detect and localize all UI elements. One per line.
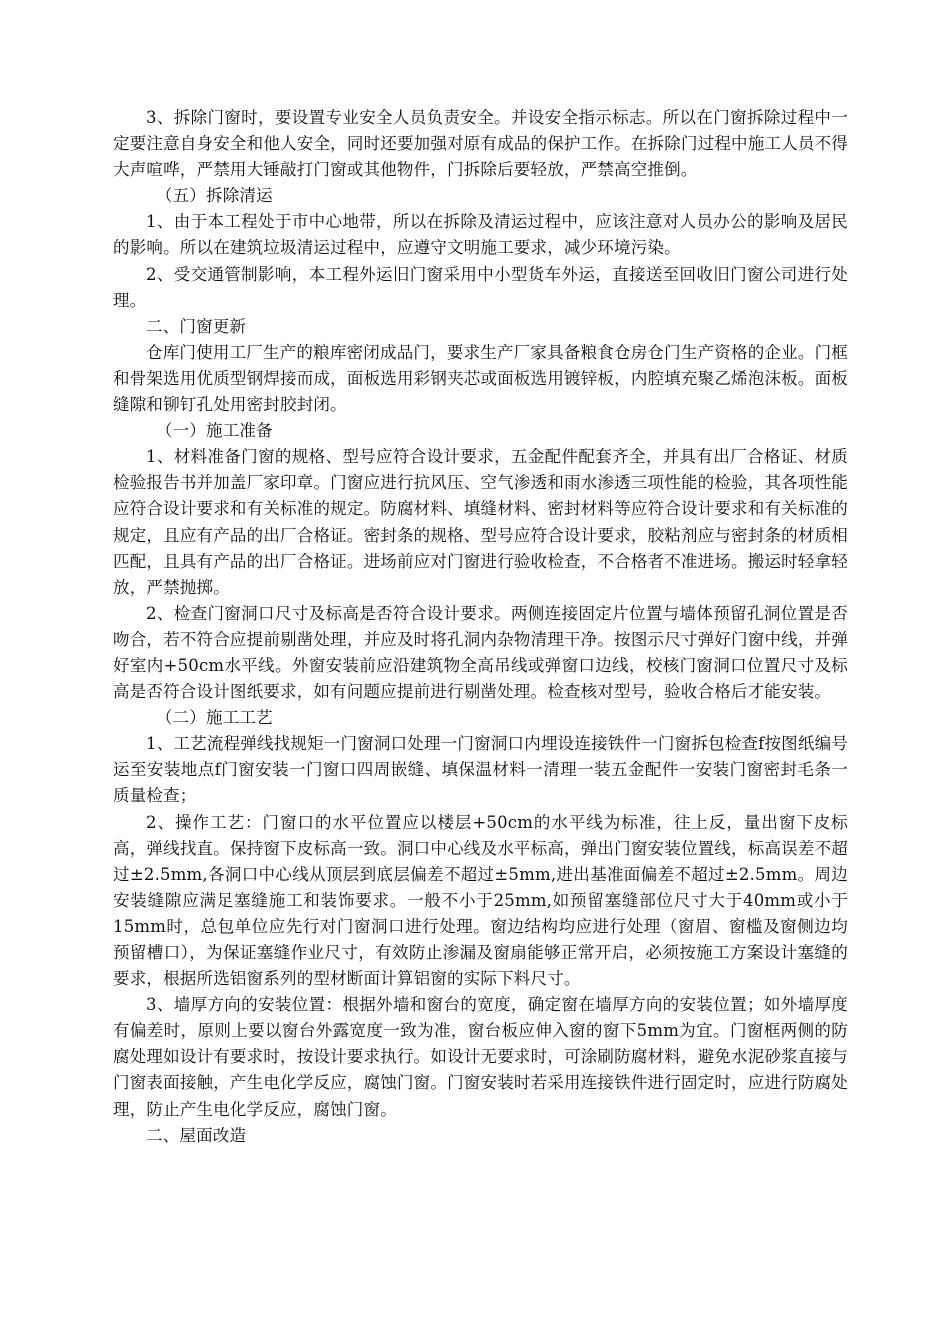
paragraph-operation-process: 2、操作工艺：门窗口的水平位置应以楼层+50cm的水平线为标准，往上反，量出窗下皮标高，弹线找直。保持窗下皮标高一致。洞口中心线及水平标高，弹出门窗安装位置线，标高误差不超过±2.5mm,各洞口中心线从顶层到底层偏差不超过±5mm,进出基准面偏差不超过±2.5mm。周边安装缝隙应满足塞缝施工和装饰要求。一般不小于25mm,如预留塞缝部位尺寸大于40mm或小于15mm时，总包单位应先行对门窗洞口进行处理。窗边结构均应进行处理（窗眉、窗槛及窗侧边均预留槽口），为保证塞缝作业尺寸，有效防止渗漏及窗扇能够正常开启，必须按施工方案设计塞缝的要求，根据所选铝窗系列的型材断面计算铝窗的实际下料尺寸。: [113, 812, 848, 989]
paragraph-wall-thickness-position: 3、墙厚方向的安装位置：根据外墙和窗台的宽度，确定窗在墙厚方向的安装位置；如外墙厚度有偏差时，原则上要以窗台外露宽度一致为准，窗台板应伸入窗的窗下5mm为宜。门窗框两侧的防腐处理如设计有要求时，按设计要求执行。如设计无要求时，可涂刷防腐材料，避免水泥砂浆直接与门窗表面接触，产生电化学反应，腐蚀门窗。门窗安装时若采用连接铁件进行固定时，应进行防腐处理，防止产生电化学反应，腐蚀门窗。: [113, 995, 848, 1119]
paragraph-clearance-transport: 2、受交通管制影响，本工程外运旧门窗采用中小型货车外运，直接送至回收旧门窗公司进行处理。: [113, 264, 848, 310]
paragraph-material-preparation: 1、材料准备门窗的规格、型号应符合设计要求，五金配件配套齐全，并具有出厂合格证、材质检验报告书并加盖厂家印章。门窗应进行抗风压、空气渗透和雨水渗透三项性能的检验，其各项性能应符合设计要求和有关标准的规定。防腐材料、填缝材料、密封材料等应符合设计要求和有关标准的规定，且应有产品的出厂合格证。密封条的规格、型号应符合设计要求，胶粘剂应与密封条的材质相匹配，且具有产品的出厂合格证。进场前应对门窗进行验收检查，不合格者不准进场。搬运时轻拿轻放，严禁抛掷。: [113, 447, 848, 597]
section-heading-demolition-clearance: （五）拆除清运: [155, 186, 273, 206]
document-page: [113, 105, 848, 1149]
section-heading-construction-process: （二）施工工艺: [155, 708, 273, 728]
section-heading-construction-preparation: （一）施工准备: [155, 421, 273, 441]
paragraph-process-flow: 1、工艺流程弹线找规矩一门窗洞口处理一门窗洞口内埋设连接铁件一门窗拆包检查f按图纸编号运至安装地点f门窗安装一门窗口四周嵌缝、填保温材料一清理一装五金配件一安装门窗密封毛条一质量检查；: [113, 734, 848, 806]
paragraph-clearance-environment: 1、由于本工程处于市中心地带，所以在拆除及清运过程中，应该注意对人员办公的影响及居民的影响。所以在建筑垃圾清运过程中，应遵守文明施工要求，减少环境污染。: [113, 212, 848, 258]
paragraph-warehouse-door-spec: 仓库门使用工厂生产的粮库密闭成品门，要求生产厂家具备粮食仓房仓门生产资格的企业。门框和骨架选用优质型钢焊接而成，面板选用彩钢夹芯或面板选用镀锌板，内腔填充聚乙烯泡沫板。面板缝隙和铆钉孔处用密封胶封闭。: [113, 342, 848, 415]
chapter-heading-roof-renovation: 二、屋面改造: [146, 1125, 247, 1145]
chapter-heading-door-window-renewal: 二、门窗更新: [146, 316, 247, 336]
paragraph-opening-inspection: 2、检查门窗洞口尺寸及标高是否符合设计要求。两侧连接固定片位置与墙体预留孔洞位置是否吻合，若不符合应提前剔凿处理，并应及时将孔洞内杂物清理干净。按图示尺寸弹好门窗中线，并弹好室内+50cm水平线。外窗安装前应沿建筑物全高吊线或弹窗口边线，校核门窗洞口位置尺寸及标高是否符合设计图纸要求，如有问题应提前进行剔凿处理。检查核对型号，验收合格后才能安装。: [113, 603, 848, 702]
paragraph-demolition-safety: 3、拆除门窗时，要设置专业安全人员负责安全。并设安全指示标志。所以在门窗拆除过程中一定要注意自身安全和他人安全，同时还要加强对原有成品的保护工作。在拆除门过程中施工人员不得大声喧哗，严禁用大锤敲打门窗或其他物件，门拆除后要轻放，严禁高空推倒。: [113, 108, 848, 180]
